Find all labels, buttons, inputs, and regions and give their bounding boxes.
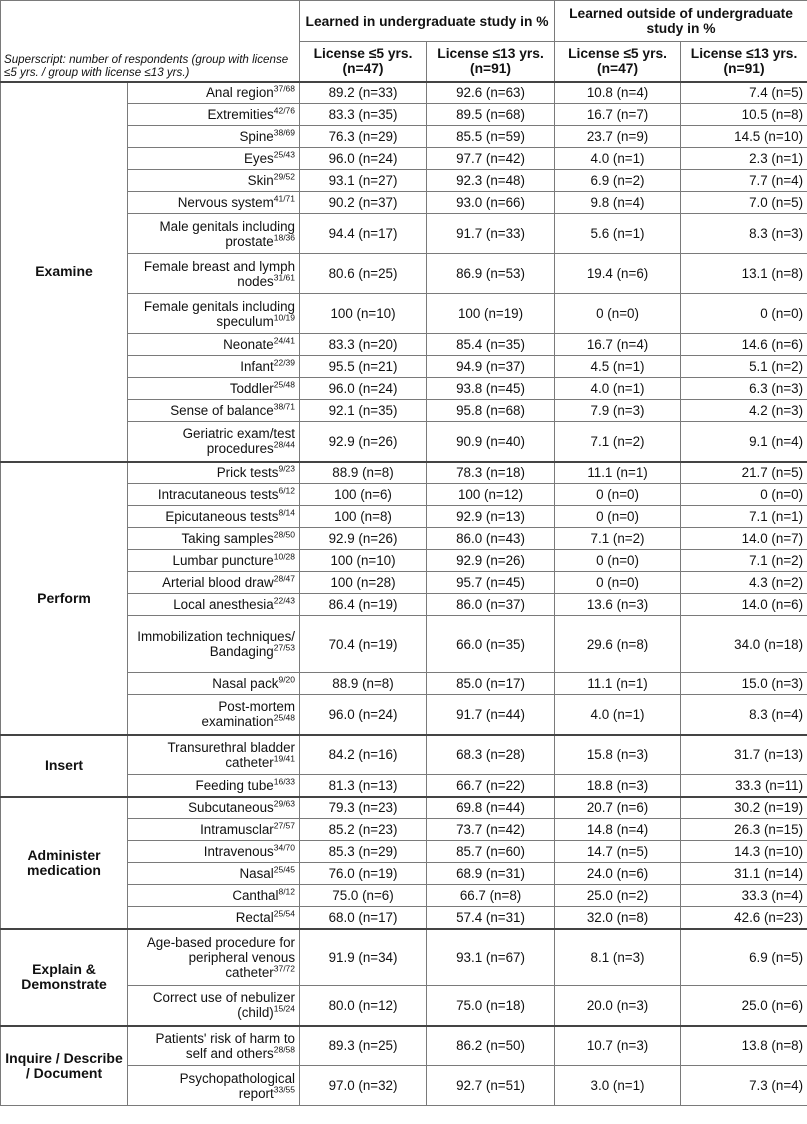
item-label: Sense of balance (170, 403, 274, 418)
item-cell (128, 462, 300, 484)
value-in-13yrs: 75.0 (n=18) (427, 986, 555, 1026)
value-in-13yrs: 66.0 (n=35) (427, 616, 555, 673)
value-out-5yrs: 24.0 (n=6) (555, 863, 681, 885)
item-label: Toddler (229, 381, 274, 396)
value-in-5yrs: 96.0 (n=24) (300, 148, 427, 170)
respondent-count: 22/43 (273, 595, 296, 606)
value-out-5yrs: 4.0 (n=1) (555, 378, 681, 400)
item-cell (128, 616, 300, 673)
value-in-5yrs: 80.6 (n=25) (300, 254, 427, 294)
value-in-13yrs: 85.4 (n=35) (427, 334, 555, 356)
value-in-13yrs: 68.9 (n=31) (427, 863, 555, 885)
value-out-5yrs: 4.0 (n=1) (555, 148, 681, 170)
item-label: Transurethral bladder catheter (167, 739, 296, 770)
value-in-5yrs: 85.3 (n=29) (300, 841, 427, 863)
item-label: Intravenous (203, 844, 274, 859)
value-out-5yrs: 3.0 (n=1) (555, 1066, 681, 1106)
item-label: Subcutaneous (188, 800, 274, 816)
item-cell (128, 192, 300, 214)
value-out-13yrs: 2.3 (n=1) (681, 148, 807, 170)
value-in-5yrs: 100 (n=8) (300, 506, 427, 528)
value-in-13yrs: 73.7 (n=42) (427, 819, 555, 841)
respondent-count: 25/43 (273, 149, 296, 160)
item-cell (128, 907, 300, 929)
respondent-count: 25/48 (273, 712, 296, 723)
value-out-13yrs: 14.3 (n=10) (681, 841, 807, 863)
value-out-5yrs: 16.7 (n=7) (555, 104, 681, 126)
value-in-5yrs: 95.5 (n=21) (300, 356, 427, 378)
value-out-13yrs: 7.4 (n=5) (681, 82, 807, 104)
value-in-13yrs: 100 (n=12) (427, 484, 555, 506)
col-header-out-13yrs: License ≤13 yrs. (n=91) (681, 42, 807, 82)
item-label: Eyes (243, 151, 274, 166)
item-cell (128, 422, 300, 462)
value-out-5yrs: 18.8 (n=3) (555, 775, 681, 797)
value-in-5yrs: 68.0 (n=17) (300, 907, 427, 929)
item-cell (128, 1026, 300, 1066)
category-cell: Explain & Demonstrate (1, 929, 128, 1026)
item-label: Rectal (235, 909, 274, 925)
value-in-5yrs: 83.3 (n=35) (300, 104, 427, 126)
value-out-13yrs: 31.1 (n=14) (681, 863, 807, 885)
value-in-13yrs: 66.7 (n=8) (427, 885, 555, 907)
value-in-13yrs: 89.5 (n=68) (427, 104, 555, 126)
value-out-5yrs: 4.0 (n=1) (555, 695, 681, 735)
item-cell (128, 735, 300, 775)
value-out-5yrs: 20.7 (n=6) (555, 797, 681, 819)
value-in-13yrs: 85.7 (n=60) (427, 841, 555, 863)
item-label: Nasal pack (212, 676, 279, 691)
value-out-13yrs: 30.2 (n=19) (681, 797, 807, 819)
value-out-13yrs: 4.3 (n=2) (681, 572, 807, 594)
value-in-13yrs: 85.5 (n=59) (427, 126, 555, 148)
table-row (1, 1026, 807, 1066)
value-in-13yrs: 68.3 (n=28) (427, 735, 555, 775)
value-out-5yrs: 11.1 (n=1) (555, 462, 681, 484)
value-in-5yrs: 86.4 (n=19) (300, 594, 427, 616)
value-out-13yrs: 5.1 (n=2) (681, 356, 807, 378)
value-in-13yrs: 100 (n=19) (427, 294, 555, 334)
value-in-5yrs: 96.0 (n=24) (300, 378, 427, 400)
respondent-count: 37/72 (273, 963, 296, 974)
value-out-13yrs: 15.0 (n=3) (681, 673, 807, 695)
item-cell (128, 484, 300, 506)
value-in-5yrs: 100 (n=10) (300, 550, 427, 572)
value-out-13yrs: 25.0 (n=6) (681, 986, 807, 1026)
value-in-5yrs: 92.1 (n=35) (300, 400, 427, 422)
value-in-5yrs: 89.3 (n=25) (300, 1026, 427, 1066)
col-header-in-5yrs: License ≤5 yrs. (n=47) (300, 42, 427, 82)
value-out-5yrs: 29.6 (n=8) (555, 616, 681, 673)
value-out-13yrs: 8.3 (n=4) (681, 695, 807, 735)
table-row (1, 735, 807, 775)
item-label: Infant (240, 359, 274, 374)
category-cell: Perform (1, 462, 128, 735)
item-label: Taking samples (181, 531, 274, 546)
respondent-count: 9/20 (278, 674, 296, 685)
value-in-13yrs: 66.7 (n=22) (427, 775, 555, 797)
value-in-13yrs: 94.9 (n=37) (427, 356, 555, 378)
value-out-13yrs: 33.3 (n=11) (681, 775, 807, 797)
value-in-13yrs: 95.8 (n=68) (427, 400, 555, 422)
table-row (1, 929, 807, 986)
value-in-13yrs: 69.8 (n=44) (427, 797, 555, 819)
value-out-13yrs: 42.6 (n=23) (681, 907, 807, 929)
item-label: Patients' risk of harm to self and others (155, 1030, 296, 1061)
value-in-5yrs: 81.3 (n=13) (300, 775, 427, 797)
value-out-5yrs: 11.1 (n=1) (555, 673, 681, 695)
item-label: Local anesthesia (173, 597, 274, 612)
value-in-5yrs: 91.9 (n=34) (300, 929, 427, 986)
respondent-count: 33/55 (273, 1084, 296, 1095)
value-in-13yrs: 92.9 (n=26) (427, 550, 555, 572)
value-out-13yrs: 10.5 (n=8) (681, 104, 807, 126)
value-in-13yrs: 92.3 (n=48) (427, 170, 555, 192)
item-cell (128, 929, 300, 986)
respondent-count: 28/47 (273, 573, 296, 584)
table-row (1, 462, 807, 484)
item-cell (128, 254, 300, 294)
item-label: Psychopathological report (179, 1070, 296, 1101)
value-out-5yrs: 0 (n=0) (555, 484, 681, 506)
value-out-13yrs: 7.7 (n=4) (681, 170, 807, 192)
table-row (1, 797, 807, 819)
category-cell: Insert (1, 735, 128, 797)
value-out-5yrs: 14.7 (n=5) (555, 841, 681, 863)
value-in-5yrs: 70.4 (n=19) (300, 616, 427, 673)
value-in-5yrs: 100 (n=6) (300, 484, 427, 506)
item-cell (128, 841, 300, 863)
value-in-5yrs: 84.2 (n=16) (300, 735, 427, 775)
value-out-5yrs: 32.0 (n=8) (555, 907, 681, 929)
respondent-count: 10/19 (273, 312, 296, 323)
value-in-13yrs: 93.8 (n=45) (427, 378, 555, 400)
value-in-13yrs: 93.0 (n=66) (427, 192, 555, 214)
value-in-13yrs: 57.4 (n=31) (427, 907, 555, 929)
item-label: Post-mortem examination (201, 699, 296, 730)
value-out-5yrs: 10.7 (n=3) (555, 1026, 681, 1066)
value-out-13yrs: 14.6 (n=6) (681, 334, 807, 356)
item-cell (128, 673, 300, 695)
respondent-count: 38/69 (273, 127, 296, 138)
value-out-13yrs: 14.0 (n=7) (681, 528, 807, 550)
value-out-5yrs: 19.4 (n=6) (555, 254, 681, 294)
item-cell (128, 572, 300, 594)
value-out-5yrs: 7.9 (n=3) (555, 400, 681, 422)
category-cell: Administer medication (1, 797, 128, 929)
value-in-5yrs: 100 (n=28) (300, 572, 427, 594)
value-in-13yrs: 92.9 (n=13) (427, 506, 555, 528)
value-out-13yrs: 6.3 (n=3) (681, 378, 807, 400)
respondent-count: 29/63 (273, 798, 296, 809)
value-out-13yrs: 34.0 (n=18) (681, 616, 807, 673)
item-label: Spine (239, 129, 274, 144)
respondent-count: 28/58 (273, 1044, 296, 1055)
item-cell (128, 819, 300, 841)
value-out-13yrs: 4.2 (n=3) (681, 400, 807, 422)
item-label: Neonate (223, 337, 274, 352)
item-cell (128, 82, 300, 104)
header-row-groups (1, 1, 807, 42)
respondent-count: 19/41 (273, 753, 296, 764)
respondent-count: 9/23 (278, 463, 296, 474)
category-cell: Examine (1, 82, 128, 462)
item-cell (128, 506, 300, 528)
respondent-count: 24/41 (273, 335, 296, 346)
group-header-in: Learned in undergraduate study in % (300, 1, 555, 42)
respondent-count: 27/53 (273, 642, 296, 653)
value-in-5yrs: 100 (n=10) (300, 294, 427, 334)
value-out-5yrs: 0 (n=0) (555, 294, 681, 334)
value-out-13yrs: 21.7 (n=5) (681, 462, 807, 484)
value-out-5yrs: 7.1 (n=2) (555, 528, 681, 550)
item-cell (128, 1066, 300, 1106)
item-label: Female genitals including speculum (143, 298, 296, 329)
respondent-count: 15/24 (273, 1003, 296, 1014)
item-cell (128, 294, 300, 334)
item-label: Geriatric exam/test procedures (182, 426, 296, 457)
item-label: Anal region (205, 85, 274, 101)
value-in-13yrs: 91.7 (n=33) (427, 214, 555, 254)
value-out-13yrs: 13.1 (n=8) (681, 254, 807, 294)
value-out-13yrs: 6.9 (n=5) (681, 929, 807, 986)
item-cell (128, 863, 300, 885)
item-label: Intramusclar (200, 822, 274, 837)
value-out-13yrs: 14.5 (n=10) (681, 126, 807, 148)
item-label: Immobilization techniques/ Bandaging (137, 629, 296, 659)
value-in-5yrs: 93.1 (n=27) (300, 170, 427, 192)
respondent-count: 42/76 (273, 105, 296, 116)
value-out-13yrs: 14.0 (n=6) (681, 594, 807, 616)
value-out-13yrs: 26.3 (n=15) (681, 819, 807, 841)
item-label: Male genitals including prostate (159, 218, 296, 249)
value-in-5yrs: 76.0 (n=19) (300, 863, 427, 885)
item-cell (128, 695, 300, 735)
respondent-count: 10/28 (273, 551, 296, 562)
respondent-count: 18/36 (273, 232, 296, 243)
respondent-count: 28/44 (273, 439, 296, 450)
item-cell (128, 528, 300, 550)
item-label: Correct use of nebulizer (child) (152, 990, 296, 1021)
value-out-5yrs: 23.7 (n=9) (555, 126, 681, 148)
value-in-5yrs: 97.0 (n=32) (300, 1066, 427, 1106)
item-label: Arterial blood draw (162, 575, 274, 590)
value-in-5yrs: 88.9 (n=8) (300, 462, 427, 484)
value-out-5yrs: 6.9 (n=2) (555, 170, 681, 192)
value-out-13yrs: 0 (n=0) (681, 484, 807, 506)
value-out-5yrs: 10.8 (n=4) (555, 82, 681, 104)
value-out-13yrs: 0 (n=0) (681, 294, 807, 334)
item-cell (128, 334, 300, 356)
item-label: Skin (247, 173, 274, 188)
respondent-count: 37/68 (273, 83, 296, 94)
table-body (1, 82, 807, 1106)
respondent-count: 25/54 (273, 908, 296, 919)
value-in-13yrs: 90.9 (n=40) (427, 422, 555, 462)
value-in-5yrs: 76.3 (n=29) (300, 126, 427, 148)
item-label: Feeding tube (195, 777, 274, 793)
value-in-5yrs: 92.9 (n=26) (300, 422, 427, 462)
item-label: Age-based procedure for peripheral venous catheter (146, 934, 296, 980)
value-in-5yrs: 94.4 (n=17) (300, 214, 427, 254)
item-cell (128, 550, 300, 572)
col-header-in-13yrs: License ≤13 yrs. (n=91) (427, 42, 555, 82)
value-out-5yrs: 15.8 (n=3) (555, 735, 681, 775)
respondent-count: 8/14 (278, 507, 296, 518)
value-out-5yrs: 9.8 (n=4) (555, 192, 681, 214)
value-in-5yrs: 79.3 (n=23) (300, 797, 427, 819)
item-label: Female breast and lymph nodes (143, 258, 296, 289)
value-in-5yrs: 75.0 (n=6) (300, 885, 427, 907)
respondent-count: 31/61 (273, 272, 296, 283)
item-label: Epicutaneous tests (165, 509, 279, 524)
item-cell (128, 148, 300, 170)
value-in-13yrs: 93.1 (n=67) (427, 929, 555, 986)
value-out-5yrs: 4.5 (n=1) (555, 356, 681, 378)
value-out-13yrs: 7.0 (n=5) (681, 192, 807, 214)
value-in-13yrs: 97.7 (n=42) (427, 148, 555, 170)
col-header-out-5yrs: License ≤5 yrs. (n=47) (555, 42, 681, 82)
respondent-count: 29/52 (273, 171, 296, 182)
respondent-count: 41/71 (273, 193, 296, 204)
value-out-5yrs: 0 (n=0) (555, 572, 681, 594)
item-cell (128, 214, 300, 254)
value-out-5yrs: 0 (n=0) (555, 506, 681, 528)
value-in-5yrs: 89.2 (n=33) (300, 82, 427, 104)
value-in-13yrs: 92.7 (n=51) (427, 1066, 555, 1106)
value-in-13yrs: 85.0 (n=17) (427, 673, 555, 695)
item-label: Nervous system (177, 195, 274, 210)
value-out-5yrs: 16.7 (n=4) (555, 334, 681, 356)
value-in-5yrs: 83.3 (n=20) (300, 334, 427, 356)
value-out-5yrs: 0 (n=0) (555, 550, 681, 572)
value-in-5yrs: 80.0 (n=12) (300, 986, 427, 1026)
value-in-13yrs: 92.6 (n=63) (427, 82, 555, 104)
value-out-13yrs: 9.1 (n=4) (681, 422, 807, 462)
value-in-5yrs: 92.9 (n=26) (300, 528, 427, 550)
item-cell (128, 126, 300, 148)
value-out-13yrs: 7.1 (n=1) (681, 506, 807, 528)
value-out-13yrs: 7.3 (n=4) (681, 1066, 807, 1106)
value-in-13yrs: 86.9 (n=53) (427, 254, 555, 294)
value-out-13yrs: 33.3 (n=4) (681, 885, 807, 907)
respondent-count: 38/71 (273, 401, 296, 412)
item-cell (128, 356, 300, 378)
respondent-count: 27/57 (273, 820, 296, 831)
respondent-count: 25/48 (273, 379, 296, 390)
respondent-count: 22/39 (273, 357, 296, 368)
item-label: Nasal (239, 866, 274, 881)
value-in-13yrs: 91.7 (n=44) (427, 695, 555, 735)
respondent-count: 8/12 (278, 886, 296, 897)
value-in-13yrs: 95.7 (n=45) (427, 572, 555, 594)
value-out-13yrs: 7.1 (n=2) (681, 550, 807, 572)
item-label: Intracutaneous tests (157, 487, 279, 502)
table-row (1, 82, 807, 104)
item-label: Canthal (232, 888, 279, 903)
item-cell (128, 775, 300, 797)
respondent-count: 25/45 (273, 864, 296, 875)
value-in-13yrs: 78.3 (n=18) (427, 462, 555, 484)
value-in-5yrs: 85.2 (n=23) (300, 819, 427, 841)
value-out-5yrs: 8.1 (n=3) (555, 929, 681, 986)
item-label: Extremities (207, 107, 274, 122)
respondent-count: 16/33 (273, 776, 296, 787)
value-out-13yrs: 13.8 (n=8) (681, 1026, 807, 1066)
item-cell (128, 594, 300, 616)
value-out-5yrs: 14.8 (n=4) (555, 819, 681, 841)
value-out-5yrs: 20.0 (n=3) (555, 986, 681, 1026)
category-cell: Inquire / Describe / Document (1, 1026, 128, 1106)
value-in-13yrs: 86.0 (n=37) (427, 594, 555, 616)
item-label: Lumbar puncture (172, 553, 274, 568)
value-out-13yrs: 31.7 (n=13) (681, 735, 807, 775)
value-in-13yrs: 86.2 (n=50) (427, 1026, 555, 1066)
value-in-5yrs: 96.0 (n=24) (300, 695, 427, 735)
value-out-5yrs: 5.6 (n=1) (555, 214, 681, 254)
item-label: Prick tests (216, 465, 279, 481)
value-in-5yrs: 90.2 (n=37) (300, 192, 427, 214)
value-out-13yrs: 8.3 (n=3) (681, 214, 807, 254)
item-cell (128, 986, 300, 1026)
item-cell (128, 104, 300, 126)
respondent-count: 6/12 (278, 485, 296, 496)
superscript-note: Superscript: number of respondents (group with license ≤5 yrs. / group with license ≤13 yrs.) (1, 1, 300, 82)
value-in-5yrs: 88.9 (n=8) (300, 673, 427, 695)
item-cell (128, 400, 300, 422)
value-out-5yrs: 13.6 (n=3) (555, 594, 681, 616)
item-cell (128, 378, 300, 400)
value-in-13yrs: 86.0 (n=43) (427, 528, 555, 550)
item-cell (128, 797, 300, 819)
item-cell (128, 885, 300, 907)
group-header-out: Learned outside of undergraduate study in % (555, 1, 807, 42)
respondent-count: 28/50 (273, 529, 296, 540)
value-out-5yrs: 7.1 (n=2) (555, 422, 681, 462)
respondent-count: 34/70 (273, 842, 296, 853)
item-cell (128, 170, 300, 192)
value-out-5yrs: 25.0 (n=2) (555, 885, 681, 907)
